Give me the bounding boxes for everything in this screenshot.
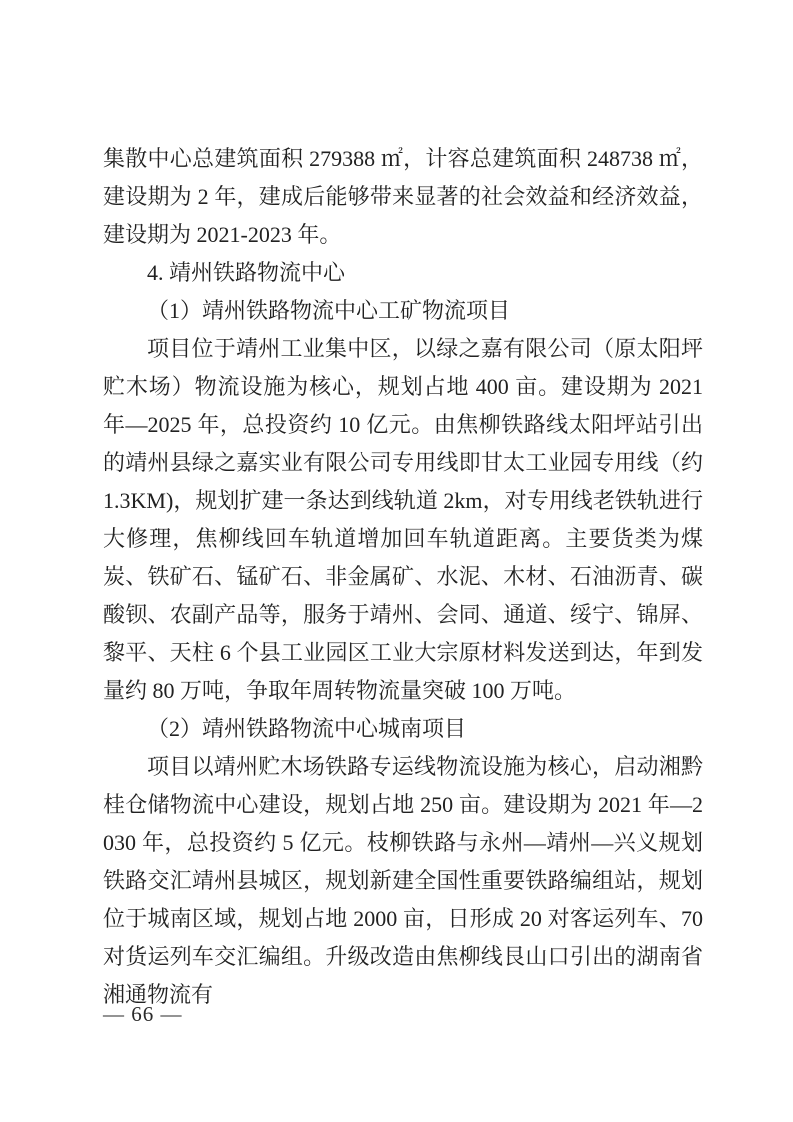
page-number: — 66 —	[103, 1002, 183, 1026]
document-paragraph: （1）靖州铁路物流中心工矿物流项目	[147, 298, 511, 323]
document-paragraph: 项目以靖州贮木场铁路专运线物流设施为核心，启动湘黔桂仓储物流中心建设，规划占地 250 亩。建设期为 2021 年—2030 年，总投资约 5 亿元。枝柳铁路与永州—靖州—兴义规划铁路交汇靖州县城区，规划新建全国性重要铁路编组站，规划位于城南区域，规划占地 2000 亩，日形成 20 对客运列车、70 对货运列车交汇编组。升级改造由焦柳线艮山口引出的湖南省湘通物流有	[103, 754, 703, 1007]
document-paragraph: （2）靖州铁路物流中心城南项目	[147, 716, 467, 741]
document-paragraph: 集散中心总建筑面积 279388 ㎡，计容总建筑面积 248738 ㎡，建设期为 2 年，建成后能够带来显著的社会效益和经济效益，建设期为 2021-2023 年。	[103, 146, 703, 247]
document-content	[103, 140, 703, 1014]
document-paragraph: 项目位于靖州工业集中区，以绿之嘉有限公司（原太阳坪贮木场）物流设施为核心，规划占地 400 亩。建设期为 2021 年—2025 年，总投资约 10 亿元。由焦柳铁路线太阳坪站引出的靖州县绿之嘉实业有限公司专用线即甘太工业园专用线（约 1.3KM)，规划扩建一条达到线轨道 2km，对专用线老铁轨进行大修理，焦柳线回车轨道增加回车轨道距离。主要货类为煤炭、铁矿石、锰矿石、非金属矿、水泥、木材、石油沥青、碳酸钡、农副产品等，服务于靖州、会同、通道、绥宁、锦屏、黎平、天柱 6 个县工业园区工业大宗原材料发送到达，年到发量约 80 万吨，争取年周转物流量突破 100 万吨。	[103, 336, 703, 703]
document-paragraph: 4. 靖州铁路物流中心	[147, 260, 346, 285]
